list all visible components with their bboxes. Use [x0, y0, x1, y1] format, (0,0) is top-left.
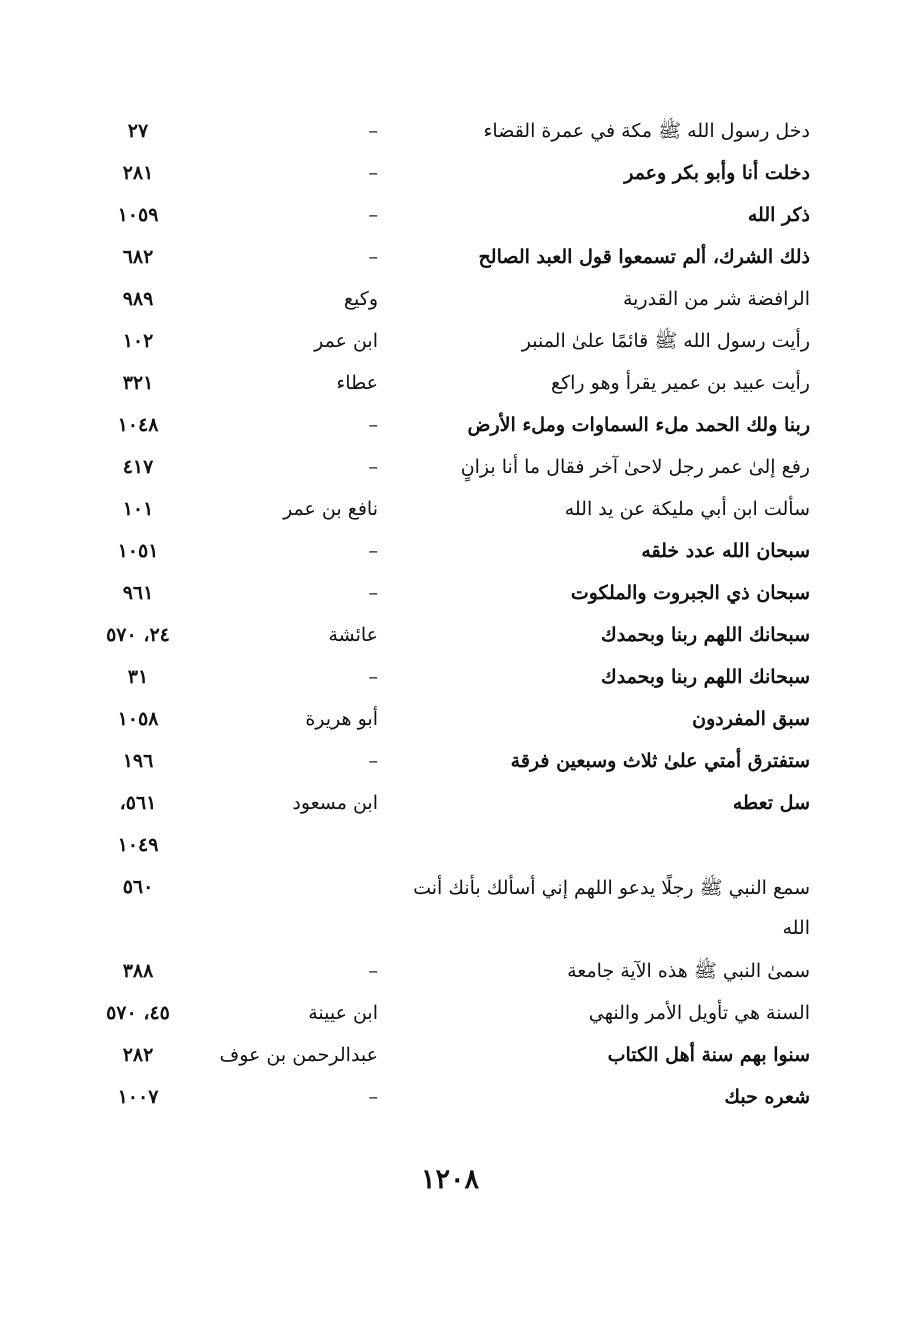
- page-reference: ٣٨٨: [122, 960, 154, 982]
- index-row: [90, 524, 810, 566]
- page-reference: ٢٨٢: [122, 1044, 154, 1066]
- hadith-text: سبحانك اللهم ربنا وبحمدك: [601, 624, 810, 646]
- index-row: [90, 356, 810, 398]
- index-row: [90, 650, 810, 692]
- page-reference: ٤١٧: [122, 456, 154, 478]
- index-row: [90, 1028, 810, 1070]
- index-row: [90, 104, 810, 146]
- page-reference: ٢٧: [127, 120, 149, 142]
- hadith-text: سنوا بهم سنة أهل الكتاب: [607, 1044, 810, 1066]
- page-reference: ١٩٦: [122, 750, 154, 772]
- index-row: [90, 146, 810, 188]
- page-reference: ٣٢١: [122, 372, 154, 394]
- index-row: [90, 1070, 810, 1112]
- hadith-text: رفع إلىٰ عمر رجل لاحىٰ آخر فقال ما أنا بزانٍ: [460, 456, 810, 478]
- index-row: [90, 608, 810, 650]
- index-row: [90, 776, 810, 818]
- page-reference: ٥٦٠: [122, 876, 154, 898]
- narrator: –: [368, 666, 378, 688]
- page-reference: ٤٥، ٥٧٠: [106, 1002, 170, 1024]
- hadith-text: رأيت عبيد بن عمير يقرأ وهو راكع: [551, 372, 810, 394]
- hadith-text: سبق المفردون: [692, 708, 810, 730]
- page-reference: ١٠١: [122, 498, 154, 520]
- hadith-text: ربنا ولك الحمد ملء السماوات وملء الأرض: [467, 414, 810, 436]
- hadith-text: سمع النبي ﷺ رجلًا يدعو اللهم إني أسألك بأنك أنت الله: [413, 877, 810, 939]
- narrator: –: [368, 456, 378, 478]
- narrator: ابن عيينة: [308, 1002, 378, 1024]
- page-reference: ١٠٥١: [117, 540, 159, 562]
- hadith-text: السنة هي تأويل الأمر والنهي: [588, 1002, 810, 1024]
- hadith-text: ذكر الله: [747, 204, 810, 226]
- index-row: [90, 188, 810, 230]
- hadith-text: دخل رسول الله ﷺ مكة في عمرة القضاء: [483, 120, 810, 142]
- index-row: [90, 272, 810, 314]
- hadith-text: سبحانك اللهم ربنا وبحمدك: [601, 666, 810, 688]
- hadith-index-table: [90, 104, 810, 1112]
- hadith-text: شعره حبك: [724, 1086, 810, 1108]
- narrator: –: [368, 750, 378, 772]
- page-reference: ١٠٥٨: [117, 708, 159, 730]
- hadith-text: رأيت رسول الله ﷺ قائمًا علىٰ المنبر: [521, 330, 810, 352]
- narrator: ابن مسعود: [292, 792, 378, 814]
- narrator: –: [368, 582, 378, 604]
- index-row: [90, 314, 810, 356]
- page-reference: ١٠٢: [122, 330, 154, 352]
- narrator: –: [368, 960, 378, 982]
- narrator: ابن عمر: [314, 330, 378, 352]
- hadith-text: سألت ابن أبي مليكة عن يد الله: [564, 498, 810, 520]
- narrator: عبدالرحمن بن عوف: [219, 1044, 378, 1066]
- page-reference: ١٠٠٧: [117, 1086, 159, 1108]
- index-row: [90, 818, 810, 860]
- narrator: وكيع: [343, 288, 378, 310]
- index-row: [90, 482, 810, 524]
- index-row: [90, 944, 810, 986]
- index-row: [90, 986, 810, 1028]
- narrator: أبو هريرة: [305, 708, 378, 730]
- narrator: –: [368, 540, 378, 562]
- narrator: عائشة: [328, 624, 378, 646]
- page-reference: ٣١: [127, 666, 149, 688]
- page-reference: ٢٤، ٥٧٠: [106, 624, 170, 646]
- hadith-text: الرافضة شر من القدرية: [622, 288, 810, 310]
- page-reference: ١٠٥٩: [117, 204, 159, 226]
- hadith-text: سل تعطه: [732, 792, 810, 814]
- page-reference: ٥٦١،: [119, 792, 157, 814]
- hadith-text: سبحان ذي الجبروت والملكوت: [570, 582, 810, 604]
- narrator: نافع بن عمر: [283, 498, 378, 520]
- index-row: [90, 440, 810, 482]
- narrator: –: [368, 162, 378, 184]
- page-reference: ١٠٤٩: [117, 834, 159, 856]
- hadith-text: ذلك الشرك، ألم تسمعوا قول العبد الصالح: [478, 246, 810, 268]
- narrator: –: [368, 414, 378, 436]
- page-number: ١٢٠٨: [420, 1164, 479, 1195]
- narrator: –: [368, 246, 378, 268]
- narrator: عطاء: [336, 372, 378, 394]
- page-reference: ٩٦١: [122, 582, 154, 604]
- index-row: [90, 398, 810, 440]
- index-row: [90, 860, 810, 944]
- narrator: –: [368, 120, 378, 142]
- narrator: –: [368, 204, 378, 226]
- index-row: [90, 566, 810, 608]
- page-reference: ٩٨٩: [122, 288, 154, 310]
- hadith-text: ستفترق أمتي علىٰ ثلاث وسبعين فرقة: [510, 750, 810, 772]
- hadith-text: دخلت أنا وأبو بكر وعمر: [624, 162, 810, 184]
- index-row: [90, 692, 810, 734]
- index-row: [90, 734, 810, 776]
- hadith-text: سبحان الله عدد خلقه: [641, 540, 810, 562]
- page-reference: ٢٨١: [122, 162, 154, 184]
- index-row: [90, 230, 810, 272]
- page-reference: ٦٨٢: [122, 246, 154, 268]
- narrator: –: [368, 1086, 378, 1108]
- hadith-text: سمیٰ النبي ﷺ هذه الآية جامعة: [567, 960, 810, 982]
- page-reference: ١٠٤٨: [117, 414, 159, 436]
